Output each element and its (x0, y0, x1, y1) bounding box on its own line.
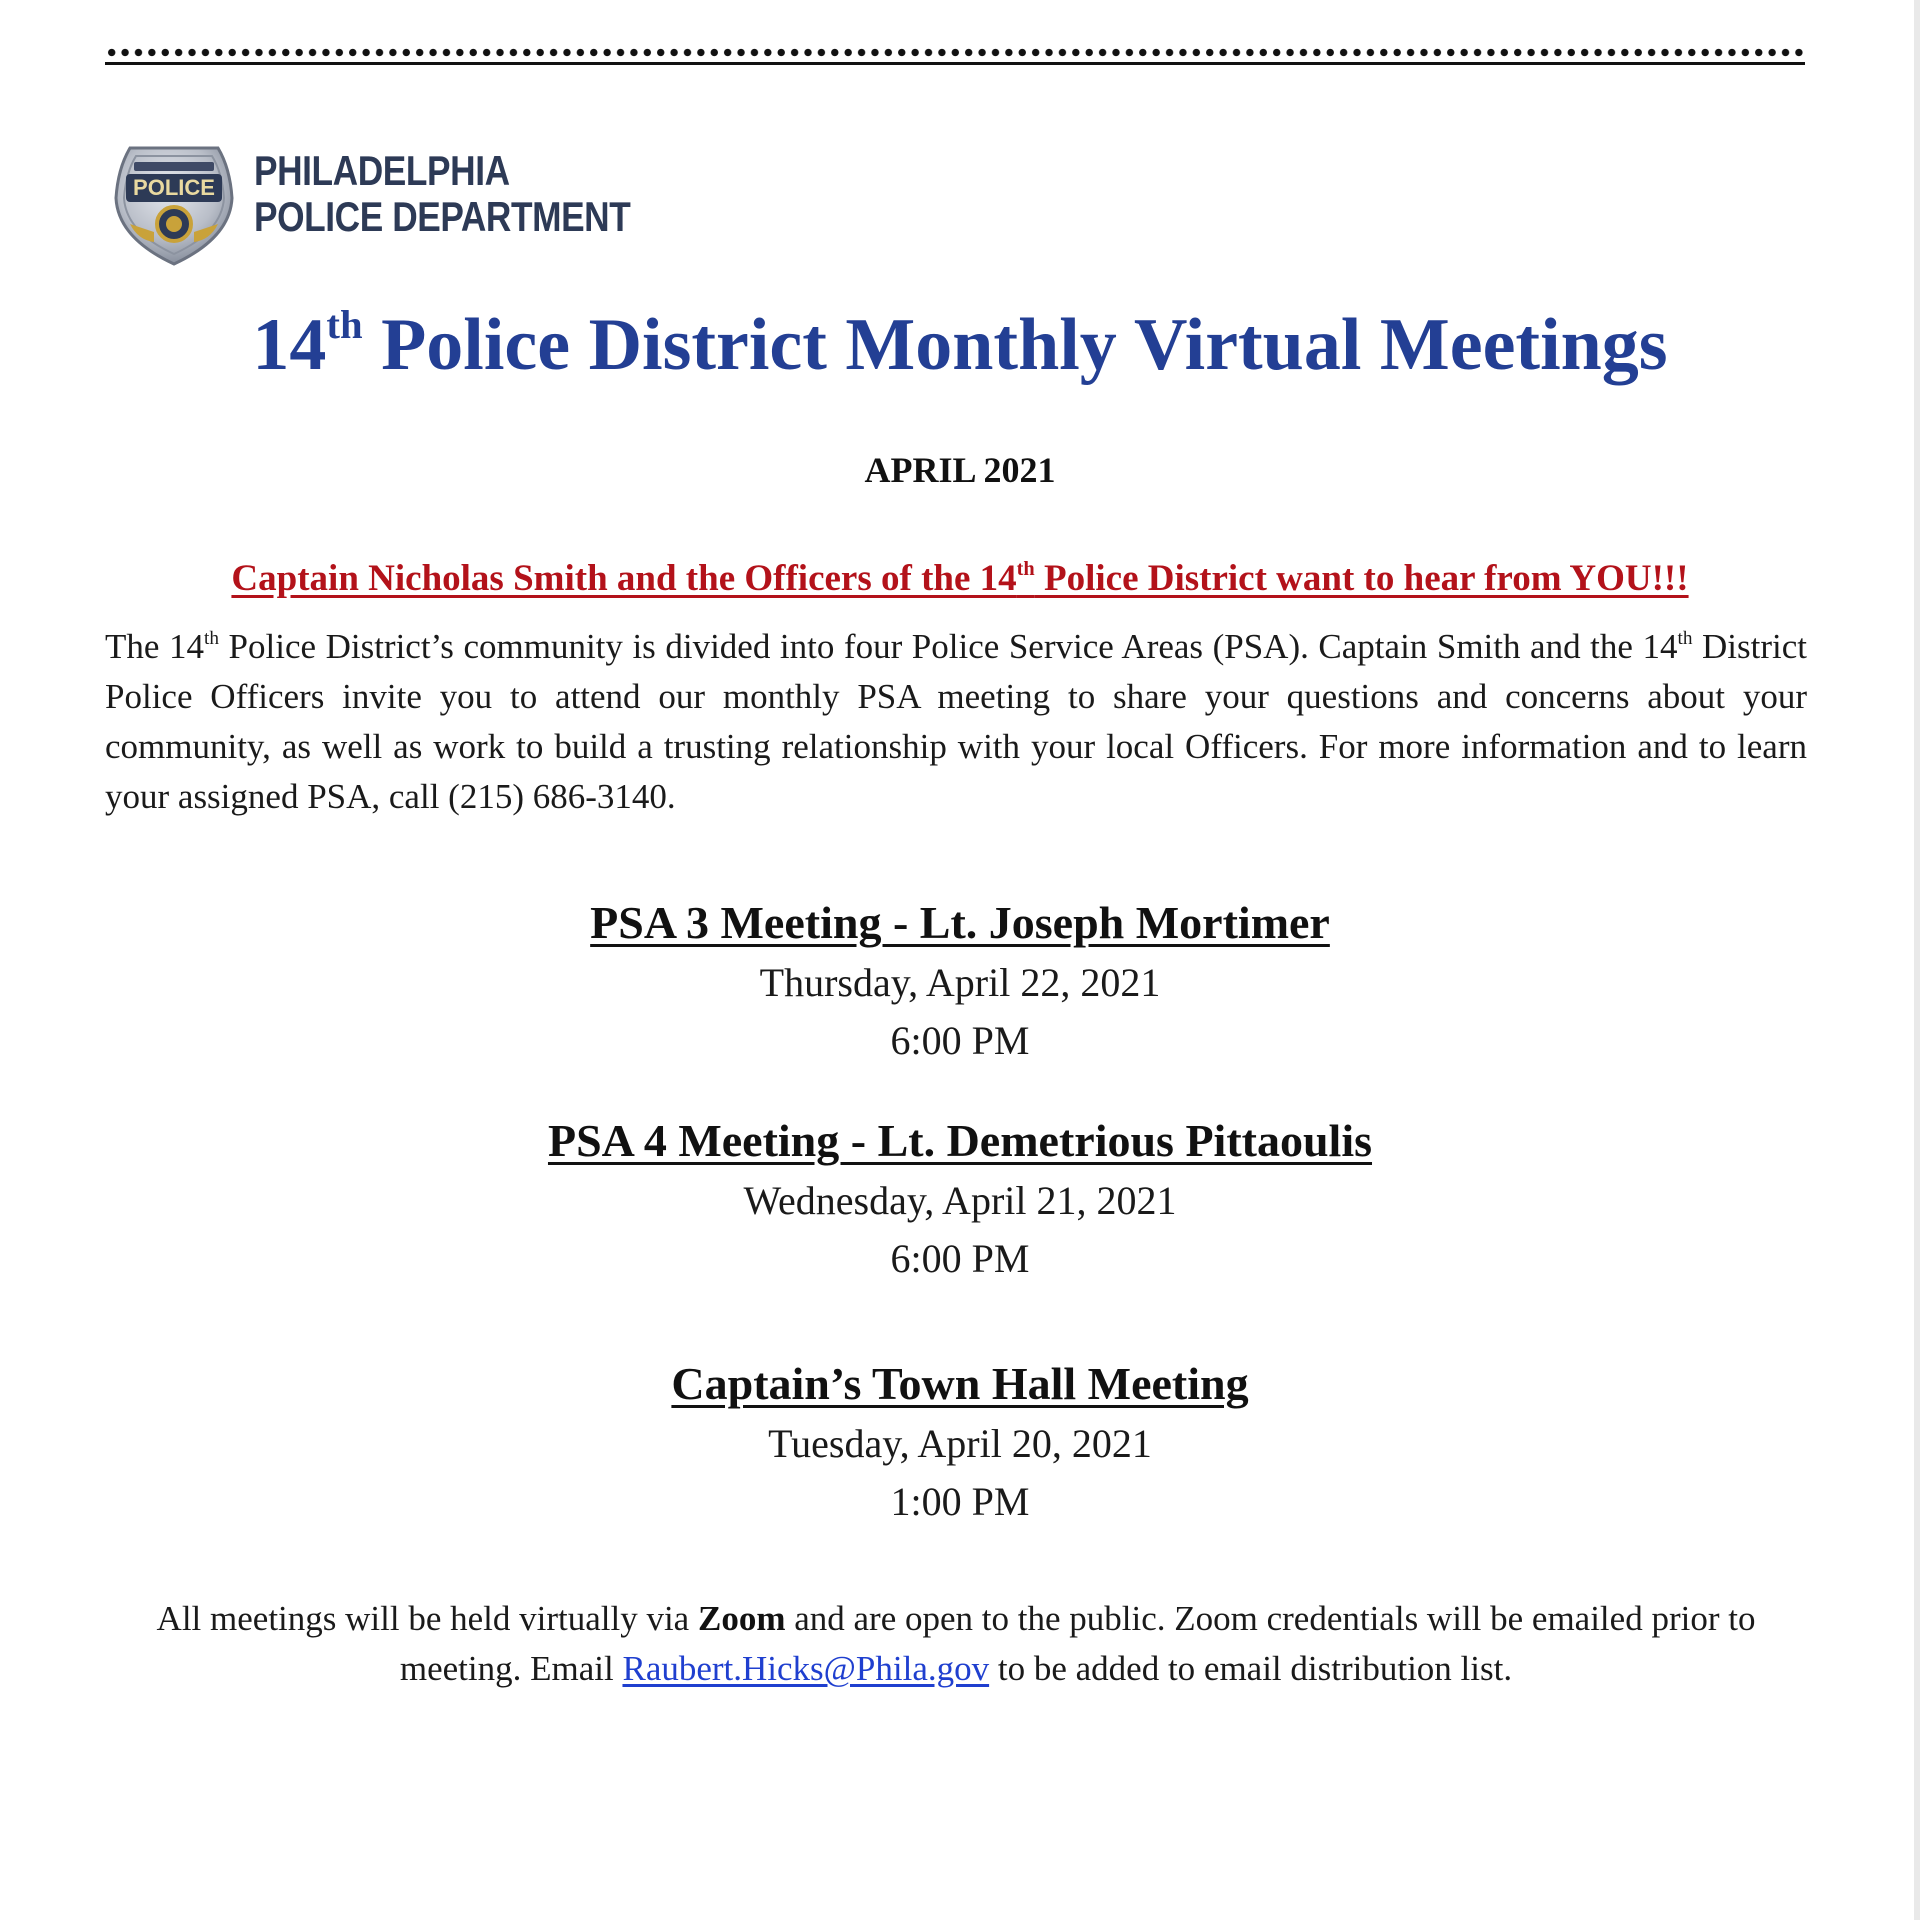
meeting-date: Tuesday, April 20, 2021 (768, 1421, 1152, 1466)
dotted-rule-dots (105, 48, 1805, 57)
title-number: 14 (252, 304, 327, 386)
email-link[interactable]: Raubert.Hicks@Phila.gov (622, 1649, 990, 1688)
logo-line-1: PHILADELPHIA (254, 147, 510, 194)
footer-paragraph (105, 1594, 1807, 1694)
meeting-time: 6:00 PM (890, 1018, 1030, 1063)
meeting-town-hall (0, 1353, 1920, 1531)
meeting-heading: Captain’s Town Hall Meeting (671, 1358, 1249, 1409)
page-title (0, 300, 1920, 390)
intro-sup-1: th (203, 627, 219, 649)
intro-sup-2: th (1677, 627, 1693, 649)
logo-line-2: POLICE DEPARTMENT (254, 193, 631, 240)
dotted-top-rule (105, 40, 1805, 70)
month-heading: APRIL 2021 (864, 450, 1056, 490)
meeting-heading: PSA 4 Meeting - Lt. Demetrious Pittaoulis (547, 1115, 1373, 1166)
intro-paragraph (105, 622, 1807, 822)
police-badge-icon (108, 138, 240, 270)
meeting-date: Thursday, April 22, 2021 (759, 960, 1161, 1005)
meeting-time: 6:00 PM (890, 1236, 1030, 1281)
headline-callout (0, 556, 1920, 602)
title-text: Police District Monthly Virtual Meetings (362, 304, 1668, 386)
headline-after: Police District want to hear from YOU!!! (1034, 558, 1689, 599)
footer-text-1: All meetings will be held virtually via (156, 1599, 698, 1638)
meeting-heading: PSA 3 Meeting - Lt. Joseph Mortimer (590, 897, 1330, 948)
logo-wordmark (254, 148, 630, 240)
footer-text-2: and are open to the public. Zoom credentials will be emailed prior to meeting. Email (399, 1599, 1756, 1688)
meeting-time: 1:00 PM (890, 1479, 1030, 1524)
headline-suffix: th (1016, 557, 1035, 580)
intro-part-1: The 14 (105, 627, 204, 666)
meeting-psa-4 (0, 1110, 1920, 1288)
headline-before: Captain Nicholas Smith and the Officers of the 14 (231, 558, 1017, 599)
badge-text: POLICE (133, 175, 215, 200)
meeting-psa-3 (0, 892, 1920, 1070)
footer-text-3: to be added to email distribution list. (989, 1649, 1513, 1688)
footer-zoom-bold: Zoom (697, 1599, 786, 1638)
title-suffix: th (326, 302, 363, 348)
ppd-logo (108, 138, 668, 273)
intro-part-2: Police District’s community is divided into four Police Service Areas (PSA). Captain Smith and the 14 (218, 627, 1678, 666)
dotted-rule-line (105, 62, 1805, 65)
intro-part-3: District Police Officers invite you to attend our monthly PSA meeting to share your questions and concerns about your community, as well as work to build a trusting relationship with your local Officers. For more information and to learn your assigned PSA, call (215) 686-3140. (105, 627, 1807, 816)
meeting-date: Wednesday, April 21, 2021 (743, 1178, 1177, 1223)
